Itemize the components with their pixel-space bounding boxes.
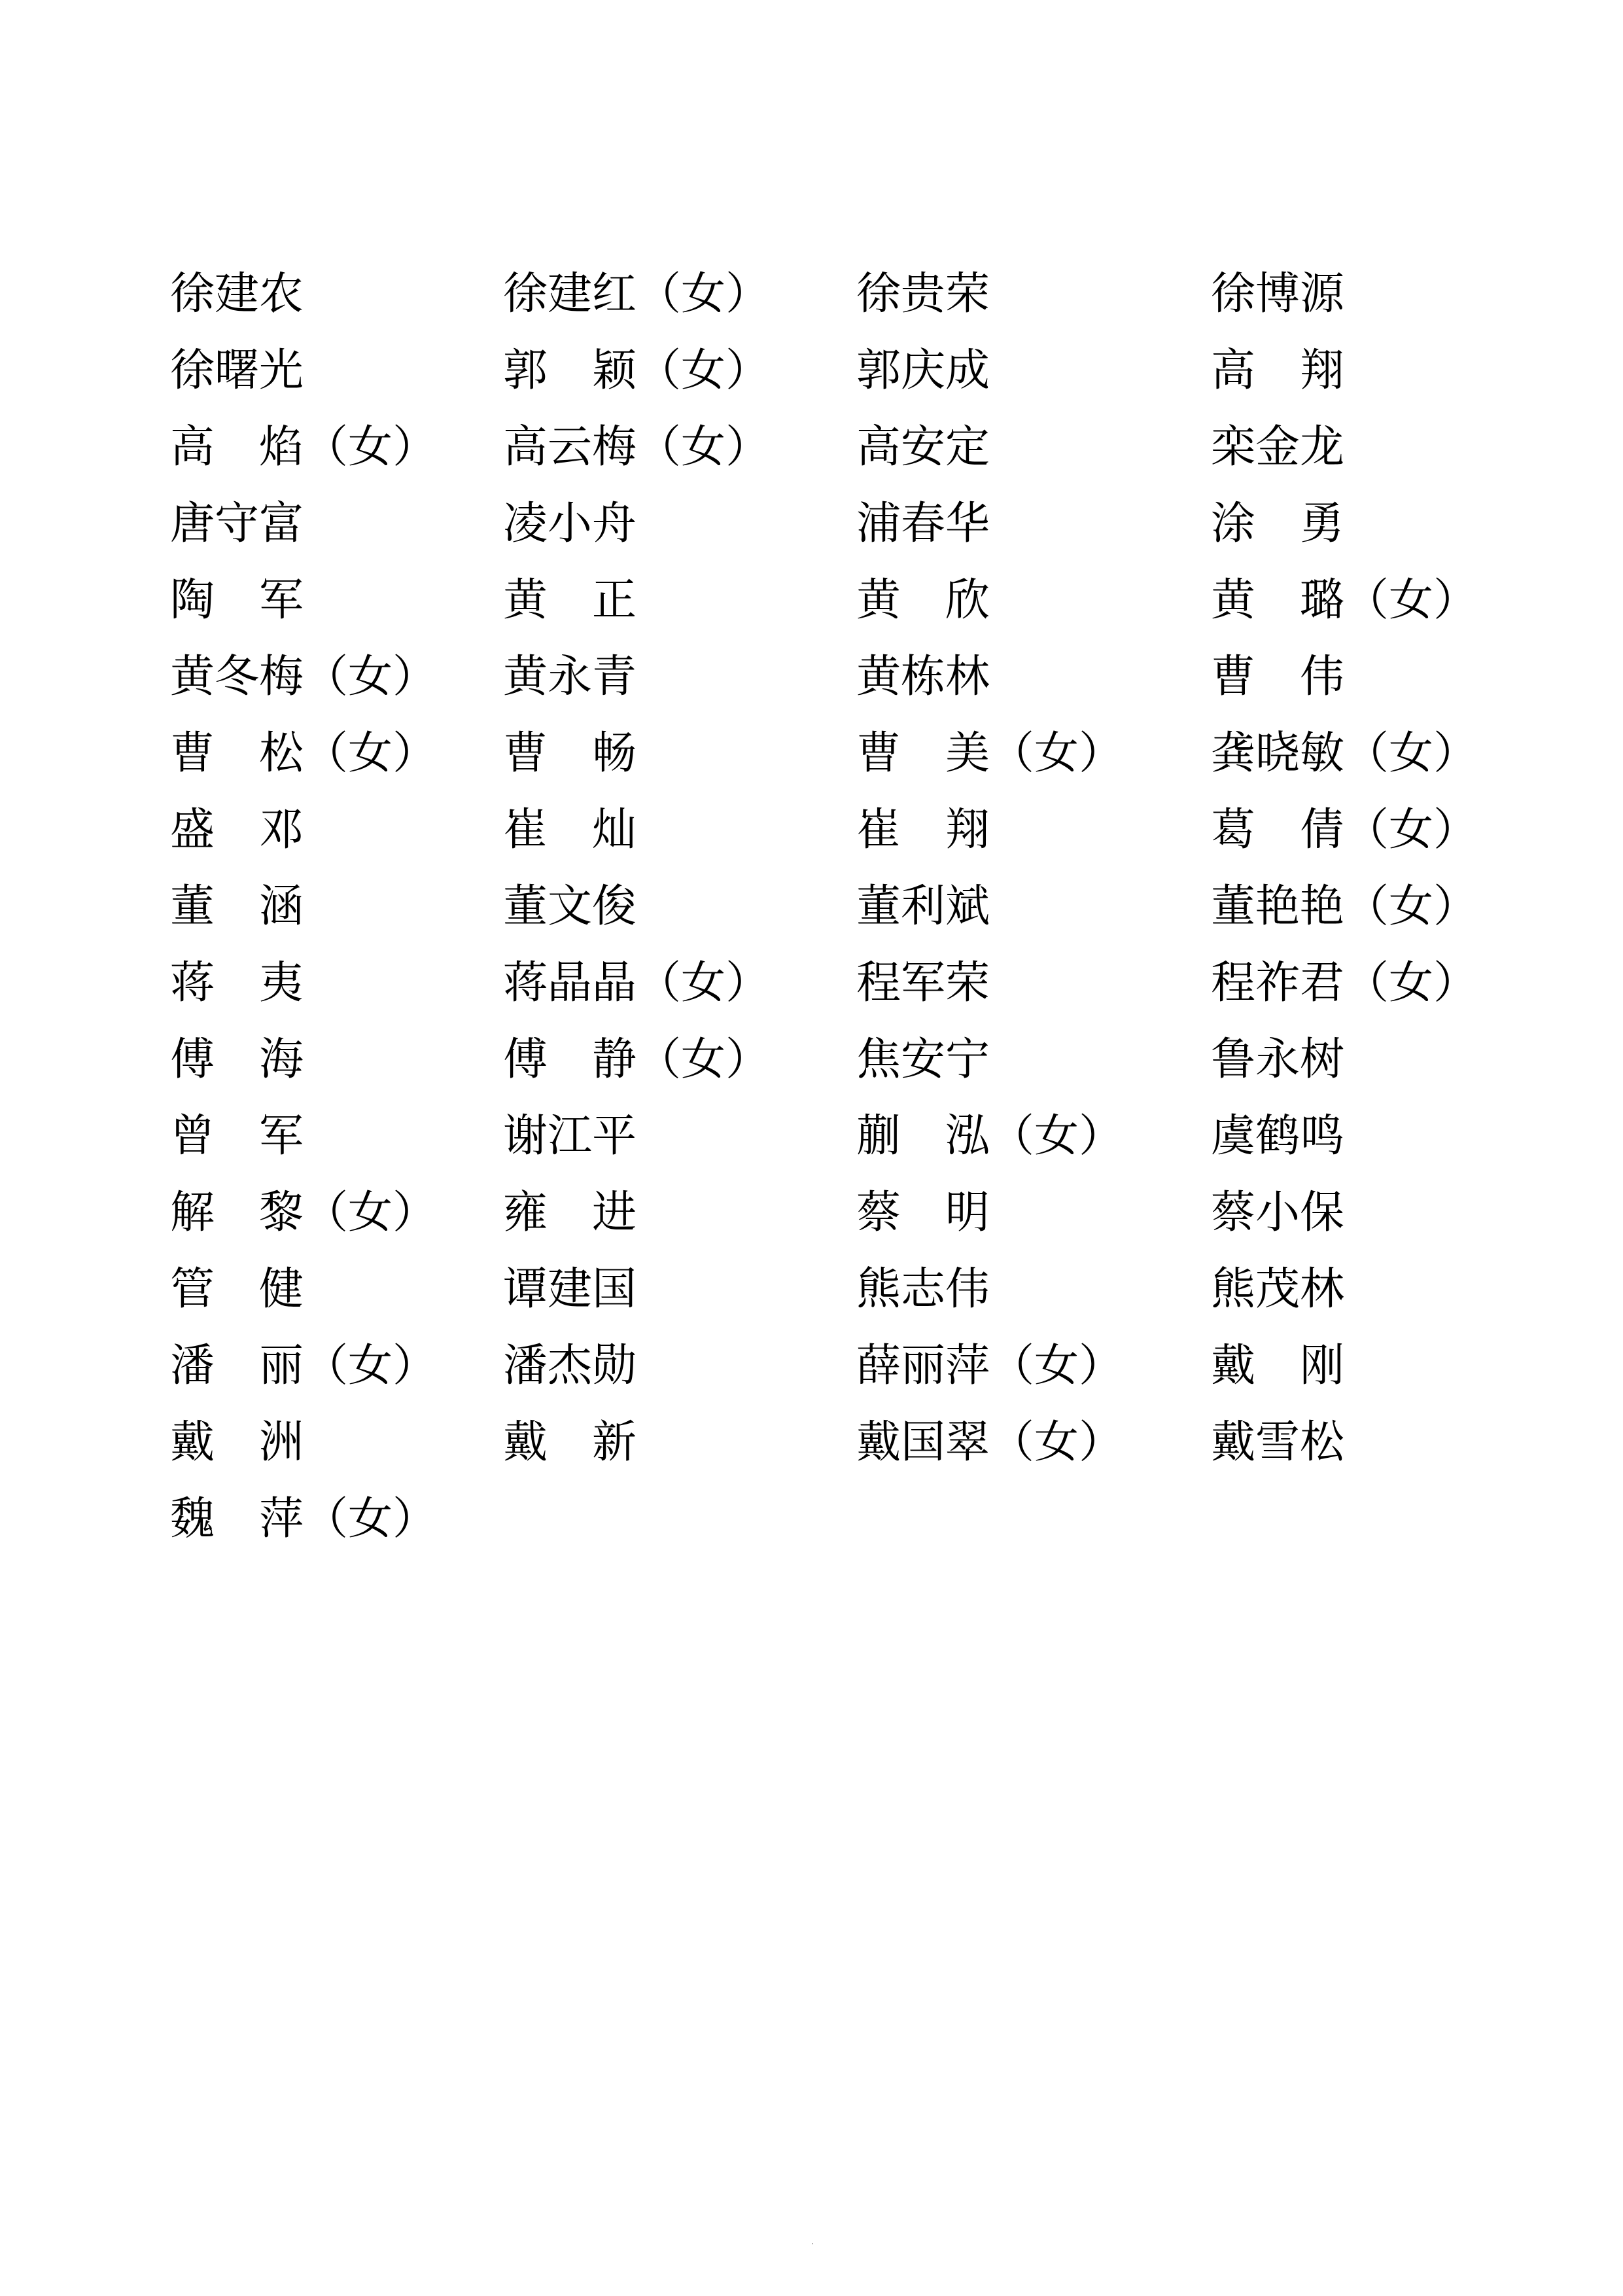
name-entry: 焦安宁	[856, 1034, 990, 1086]
name-entry: 潘杰勋	[503, 1340, 637, 1392]
name-entry: 熊茂林	[1211, 1263, 1345, 1315]
name-entry: 徐曙光	[170, 345, 304, 397]
name-entry: 戴 新	[503, 1417, 637, 1468]
name-row	[0, 562, 1623, 639]
page-mark: .	[811, 2236, 814, 2247]
name-entry: 蒯 泓（女）	[856, 1110, 1124, 1162]
name-entry: 董艳艳（女）	[1211, 881, 1478, 932]
name-entry: 郭庆成	[856, 345, 990, 397]
name-entry: 曹 伟	[1211, 651, 1345, 703]
name-entry: 董利斌	[856, 881, 990, 932]
name-entry: 熊志伟	[856, 1263, 990, 1315]
name-entry: 程军荣	[856, 957, 990, 1009]
name-entry: 虞鹤鸣	[1211, 1110, 1345, 1162]
name-entry: 黄冬梅（女）	[170, 651, 438, 703]
name-entry: 董文俊	[503, 881, 637, 932]
name-row	[0, 1174, 1623, 1251]
name-row	[0, 715, 1623, 792]
name-entry: 傅 海	[170, 1034, 304, 1086]
name-entry: 高 翔	[1211, 345, 1345, 397]
name-row	[0, 868, 1623, 945]
name-row	[0, 256, 1623, 332]
name-entry: 解 黎（女）	[170, 1187, 438, 1239]
name-entry: 盛 邓	[170, 804, 304, 856]
name-entry: 曹 松（女）	[170, 728, 438, 779]
name-entry: 蔡 明	[856, 1187, 990, 1239]
name-entry: 栾金龙	[1211, 421, 1345, 473]
name-row	[0, 409, 1623, 486]
name-entry: 郭 颖（女）	[503, 345, 771, 397]
name-entry: 崔 灿	[503, 804, 637, 856]
name-entry: 魏 萍（女）	[170, 1493, 438, 1545]
name-entry: 高安定	[856, 421, 990, 473]
name-entry: 潘 丽（女）	[170, 1340, 438, 1392]
name-entry: 徐建红（女）	[503, 268, 771, 320]
name-entry: 涂 勇	[1211, 498, 1345, 550]
name-entry: 薛丽萍（女）	[856, 1340, 1124, 1392]
name-entry: 蔡小保	[1211, 1187, 1345, 1239]
name-entry: 谢江平	[503, 1110, 637, 1162]
name-row	[0, 1404, 1623, 1481]
name-entry: 曾 军	[170, 1110, 304, 1162]
name-entry: 唐守富	[170, 498, 304, 550]
name-entry: 谭建国	[503, 1263, 637, 1315]
name-row	[0, 486, 1623, 562]
name-entry: 傅 静（女）	[503, 1034, 771, 1086]
name-row	[0, 1328, 1623, 1404]
name-row	[0, 1021, 1623, 1098]
name-entry: 雍 进	[503, 1187, 637, 1239]
name-entry: 黄 正	[503, 574, 637, 626]
name-entry: 黄栋林	[856, 651, 990, 703]
name-entry: 陶 军	[170, 574, 304, 626]
name-entry: 徐贵荣	[856, 268, 990, 320]
name-entry: 程祚君（女）	[1211, 957, 1478, 1009]
name-entry: 鲁永树	[1211, 1034, 1345, 1086]
name-row	[0, 945, 1623, 1021]
name-entry: 崔 翔	[856, 804, 990, 856]
name-entry: 龚晓敏（女）	[1211, 728, 1478, 779]
name-entry: 戴 刚	[1211, 1340, 1345, 1392]
name-row	[0, 792, 1623, 868]
name-row	[0, 1098, 1623, 1174]
name-row	[0, 639, 1623, 715]
name-entry: 戴国翠（女）	[856, 1417, 1124, 1468]
name-entry: 戴雪松	[1211, 1417, 1345, 1468]
name-entry: 高云梅（女）	[503, 421, 771, 473]
name-row	[0, 1481, 1623, 1557]
name-entry: 黄 璐（女）	[1211, 574, 1478, 626]
name-entry: 董 涵	[170, 881, 304, 932]
name-entry: 曹 畅	[503, 728, 637, 779]
name-entry: 黄永青	[503, 651, 637, 703]
name-entry: 管 健	[170, 1263, 304, 1315]
name-entry: 徐建农	[170, 268, 304, 320]
name-row	[0, 332, 1623, 409]
name-entry: 蒋 夷	[170, 957, 304, 1009]
name-entry: 戴 洲	[170, 1417, 304, 1468]
name-entry: 黄 欣	[856, 574, 990, 626]
name-entry: 凌小舟	[503, 498, 637, 550]
name-entry: 高 焰（女）	[170, 421, 438, 473]
name-entry: 徐博源	[1211, 268, 1345, 320]
name-entry: 葛 倩（女）	[1211, 804, 1478, 856]
name-entry: 蒋晶晶（女）	[503, 957, 771, 1009]
name-entry: 曹 美（女）	[856, 728, 1124, 779]
name-entry: 浦春华	[856, 498, 990, 550]
name-row	[0, 1251, 1623, 1328]
